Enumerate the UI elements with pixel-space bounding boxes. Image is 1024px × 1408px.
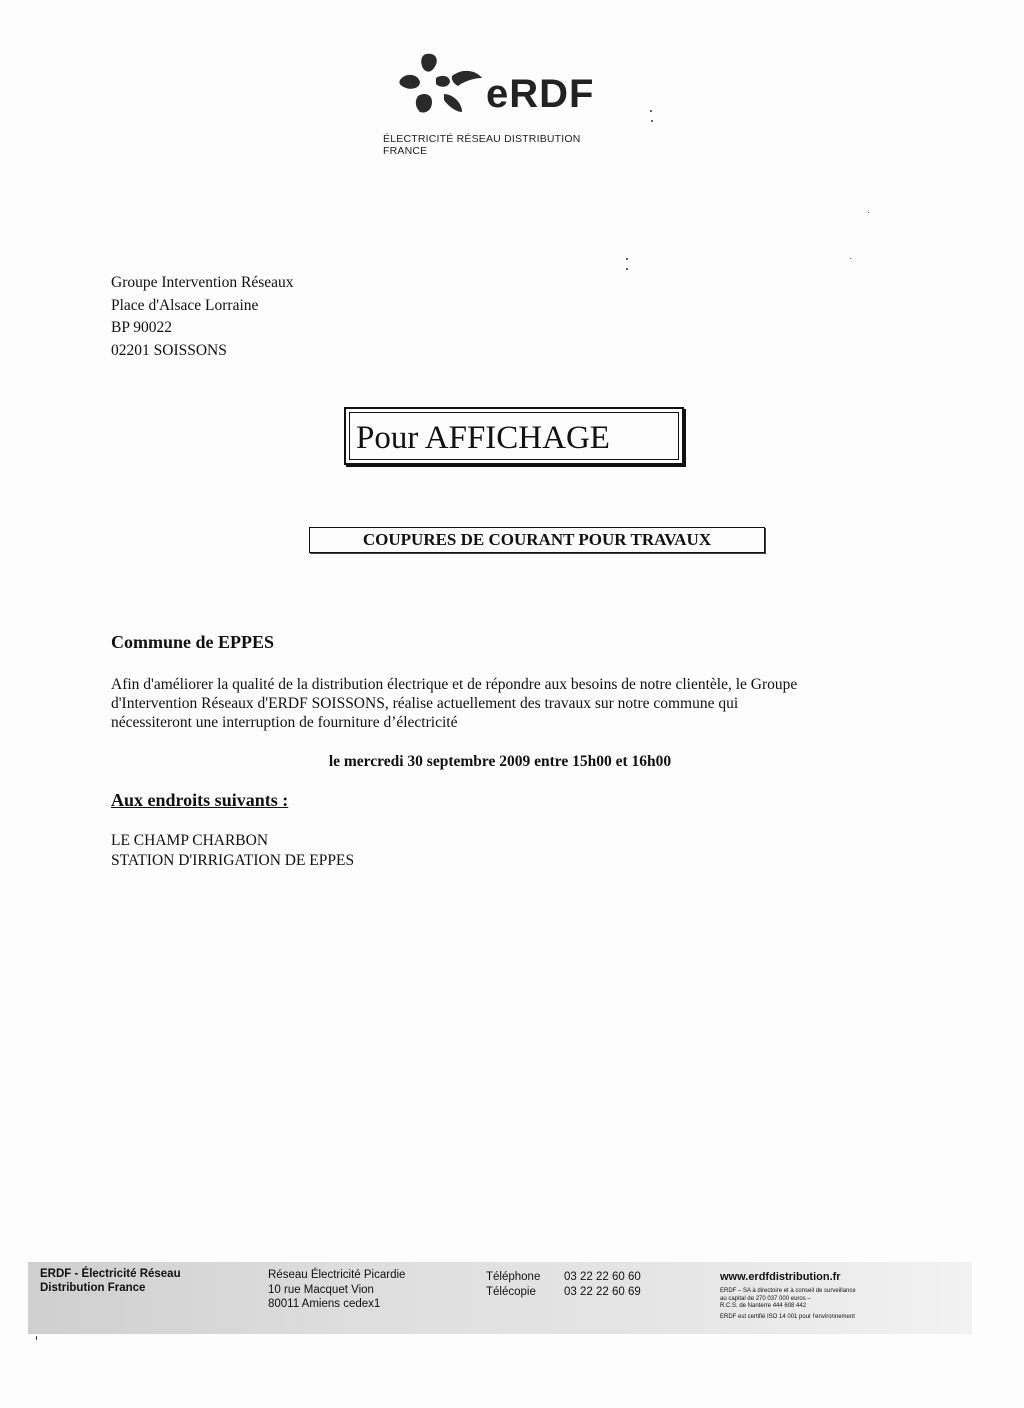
- footer-legal-line: ERDF est certifié ISO 14 001 pour l'environnement: [720, 1313, 855, 1320]
- intro-line: d'Intervention Réseaux d'ERDF SOISSONS, réalise actuellement des travaux sur notre commune qui: [111, 695, 739, 712]
- fax-number: 03 22 22 60 69: [564, 1286, 641, 1298]
- scan-speck: [36, 1336, 37, 1340]
- footer-address-line: Réseau Électricité Picardie: [268, 1269, 406, 1281]
- erdf-wordmark: eRDF: [486, 72, 595, 116]
- scan-speck: [626, 268, 628, 270]
- sender-line: 02201 SOISSONS: [111, 341, 227, 359]
- footer-address: [268, 1268, 405, 1312]
- fax-label: Télécopie: [486, 1286, 536, 1298]
- phone-label: Téléphone: [486, 1271, 541, 1283]
- phone-number: 03 22 22 60 60: [564, 1271, 641, 1283]
- locations-heading: Aux endroits suivants :: [111, 790, 289, 810]
- footer-fax-row: [486, 1285, 641, 1300]
- scan-speck: [868, 212, 869, 213]
- pour-affichage-title: Pour AFFICHAGE: [349, 412, 679, 460]
- footer-company-line: Distribution France: [40, 1282, 146, 1294]
- footer-legal: [720, 1288, 856, 1321]
- footer-company-line: ERDF - Électricité Réseau: [40, 1268, 181, 1280]
- footer-address-line: 10 rue Macquet Vion: [268, 1283, 374, 1296]
- sender-line: BP 90022: [111, 319, 173, 336]
- scan-speck: [651, 120, 653, 122]
- scan-speck: [626, 258, 628, 260]
- logo-tagline: ÉLECTRICITÉ RÉSEAU DISTRIBUTION FRANCE: [383, 133, 581, 157]
- commune-heading: Commune de EPPES: [111, 632, 275, 652]
- footer-company: [40, 1267, 181, 1295]
- footer-legal-line: ERDF – SA à directoire et à conseil de surveillance: [720, 1288, 856, 1294]
- intro-line: Afin d'améliorer la qualité de la distribution électrique et de répondre aux besoins de notre clientèle, le Groupe: [111, 676, 798, 693]
- location-item: STATION D'IRRIGATION DE EPPES: [111, 852, 355, 869]
- locations-list: [111, 831, 354, 871]
- erdf-logo-mark-icon: [396, 50, 482, 116]
- sender-address: [111, 272, 294, 362]
- footer-legal-line: au capital de 270 037 000 euros –: [720, 1295, 811, 1302]
- subject-box: COUPURES DE COURANT POUR TRAVAUX: [309, 527, 765, 553]
- outage-date-line: le mercredi 30 septembre 2009 entre 15h00 et 16h00: [328, 753, 672, 770]
- footer-website-link[interactable]: www.erdfdistribution.fr: [720, 1271, 841, 1283]
- footer-legal-line: R.C.S. de Nanterre 444 608 442: [720, 1303, 807, 1309]
- footer-address-line: 80011 Amiens cedex1: [268, 1298, 381, 1310]
- erdf-logo: [396, 50, 626, 120]
- letterhead-footer: [28, 1262, 972, 1334]
- scan-speck: [850, 258, 851, 259]
- scan-speck: [650, 110, 652, 112]
- pour-affichage-box: [344, 407, 684, 465]
- sender-line: Place d'Alsace Lorraine: [111, 296, 259, 314]
- intro-paragraph: [111, 675, 881, 732]
- intro-line: nécessiteront une interruption de fourniture d’électricité: [111, 714, 458, 731]
- location-item: LE CHAMP CHARBON: [111, 832, 269, 849]
- footer-phone-row: [486, 1270, 641, 1285]
- sender-line: Groupe Intervention Réseaux: [111, 274, 294, 291]
- footer-contact: [486, 1270, 641, 1300]
